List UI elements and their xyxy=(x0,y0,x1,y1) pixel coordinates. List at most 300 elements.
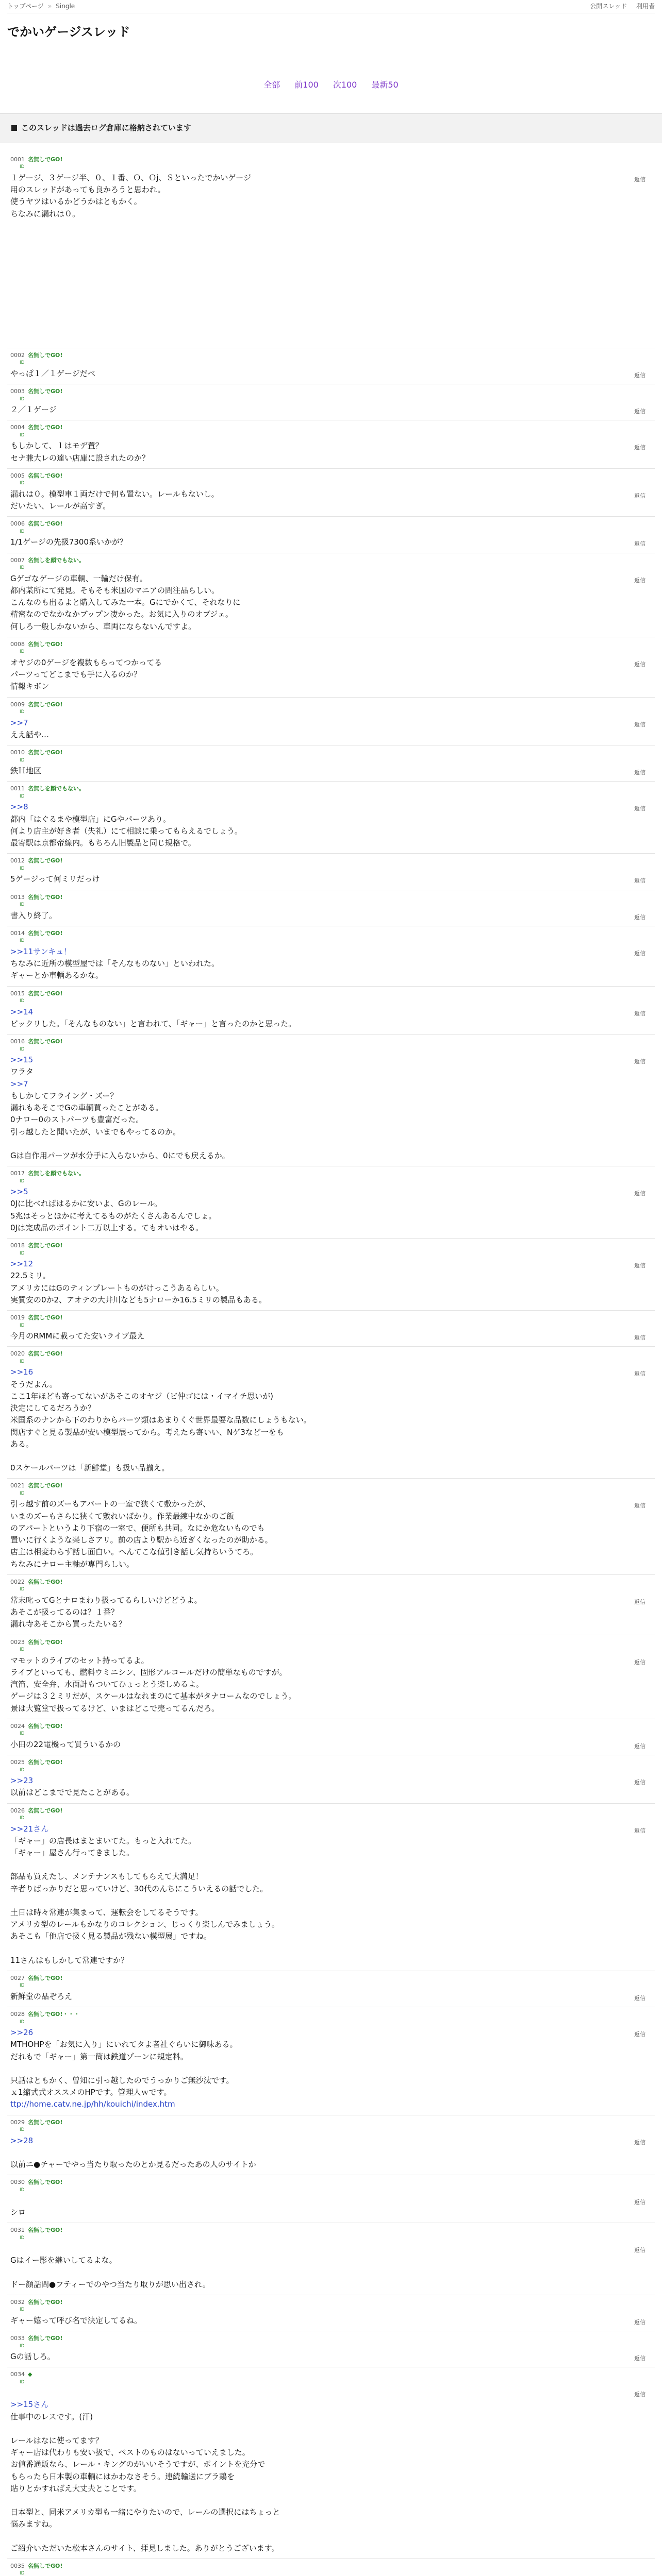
post-id-link[interactable]: ID xyxy=(20,396,25,402)
post-id-link[interactable]: ID xyxy=(20,866,25,871)
reply-link[interactable]: 返信 xyxy=(634,444,646,451)
reply-link[interactable]: 返信 xyxy=(634,2139,646,2146)
post-header xyxy=(10,857,619,872)
post-line: アメリカにはGのティンプレートものがけっこうあるらしい。 xyxy=(10,1283,224,1293)
post xyxy=(7,1804,655,1971)
post-id-link[interactable]: ID xyxy=(20,2235,25,2241)
post-line xyxy=(10,1859,619,1871)
post-body xyxy=(10,801,619,849)
post-number[interactable]: 0020 xyxy=(10,1350,25,1358)
post xyxy=(7,1719,655,1755)
post-id-link[interactable]: ID xyxy=(20,1323,25,1328)
post-number[interactable]: 0018 xyxy=(10,1242,25,1249)
post-id-link[interactable]: ID xyxy=(20,1250,25,1256)
post-number[interactable]: 0012 xyxy=(10,857,25,865)
post-line xyxy=(10,1895,619,1907)
post-author-name: 名無しでGO! xyxy=(28,640,63,648)
post-number[interactable]: 0033 xyxy=(10,2335,25,2342)
post-line xyxy=(10,2243,619,2255)
post-id-link[interactable]: ID xyxy=(20,529,25,534)
post-header xyxy=(10,387,619,403)
post xyxy=(7,637,655,698)
post-author-name: 名無しでGO! xyxy=(28,156,63,163)
post-line: 米国系のナンから下のわりからパーツ類はあまりくぐ世界最要な品数にしょうもない。 xyxy=(10,1415,311,1425)
post-author-name: 名無しでGO! xyxy=(28,1314,63,1321)
reply-anchor-link[interactable]: >>7 xyxy=(10,1079,28,1089)
post-id-link[interactable]: ID xyxy=(20,1359,25,1364)
post-line: 以前ニ●チャーでやっ当たり取ったのとか見るだったあの人のサイトか xyxy=(10,2159,256,2169)
reply-anchor-link[interactable]: >>8 xyxy=(10,802,28,812)
reply-link[interactable]: 返信 xyxy=(634,1058,646,1065)
post-line: 1/1ゲージの先扱7300系いかが？ xyxy=(10,537,128,547)
post-author-name: 名無しでGO! xyxy=(28,1638,63,1646)
post-line: こんなのも出るよと購入してみた一本。Gにでかくて、それなりに xyxy=(10,598,241,607)
post xyxy=(7,517,655,553)
post-line: 土日は時々常連が集まって、運転会をしてるそうです。 xyxy=(10,1907,203,1917)
post-line: 0Jに比べればはるかに安いよ、Gのレール。 xyxy=(10,1199,162,1209)
post-line: アメリカ型のレールもかなりのコレクション、じっくり楽しんでみましょう。 xyxy=(10,1920,279,1929)
reply-link[interactable]: 返信 xyxy=(634,1010,646,1017)
post-id-link[interactable]: ID xyxy=(20,757,25,763)
breadcrumb-home-link[interactable]: トップページ xyxy=(7,3,44,10)
post-author-name: 名無しでGO! xyxy=(28,857,63,865)
post-id-link[interactable]: ID xyxy=(20,164,25,170)
post-body xyxy=(10,1655,619,1715)
post-line: 最寄駅は京都帝線内。もちろん旧製品と同じ規格で。 xyxy=(10,838,196,848)
users-link[interactable]: 利用者 xyxy=(636,3,655,10)
post-line: 引っ越したと聞いたが、いまでもやってるのか。 xyxy=(10,1127,181,1137)
post xyxy=(7,2223,655,2295)
reply-link[interactable]: 返信 xyxy=(634,2318,646,2326)
post-line: Gはイー影を継いしてるよな。 xyxy=(10,2256,117,2265)
post-header xyxy=(10,1578,619,1594)
post-line: 汽笛、安全弁、水面計もついてひょっとう楽しめるよ。 xyxy=(10,1680,204,1689)
post-number[interactable]: 0006 xyxy=(10,520,25,528)
post xyxy=(7,890,655,926)
post-number[interactable]: 0034 xyxy=(10,2371,25,2378)
post-number[interactable]: 0009 xyxy=(10,701,25,708)
post-line: お値番通販なら、レール・キングのがいいそうですが、ポイントを充分で xyxy=(10,2460,266,2469)
reply-link[interactable]: 返信 xyxy=(634,1779,646,1786)
post-author-name: 名無しでGO! xyxy=(28,990,63,997)
reply-anchor-link[interactable]: >>23 xyxy=(10,1776,34,1786)
post xyxy=(7,1971,655,2007)
post-author-name: 名無しを顔でもない。 xyxy=(28,785,85,792)
post-line: MTHOHPを「お気に入り」にいれてタよ者社ぐらいに御味ある。 xyxy=(10,2040,238,2049)
post xyxy=(7,1239,655,1311)
reply-link[interactable]: 返信 xyxy=(634,877,646,885)
post-id-link[interactable]: ID xyxy=(20,1767,25,1773)
reply-link[interactable]: 返信 xyxy=(634,1827,646,1834)
post-id-link[interactable]: ID xyxy=(20,565,25,571)
post-body xyxy=(10,2027,619,2111)
post-number[interactable]: 0032 xyxy=(10,2298,25,2306)
post-header xyxy=(10,2298,619,2314)
post xyxy=(7,152,655,348)
post-author-name: 名無しでGO! xyxy=(28,1722,63,1730)
post-id-link[interactable]: ID xyxy=(20,1647,25,1653)
post-body xyxy=(10,1498,619,1570)
post-id-link[interactable]: ID xyxy=(20,1178,25,1184)
post-line: あそこも「他店で扱く見る製品が残ない模型展」ですね。 xyxy=(10,1931,212,1941)
post-author-name: 名無しでGO! xyxy=(28,1759,63,1766)
post-author-name: ◆ xyxy=(28,2371,32,2378)
post-number[interactable]: 0021 xyxy=(10,1482,25,1489)
post xyxy=(7,2295,655,2331)
post-line: ギャーとか車輌あるかな。 xyxy=(10,971,104,980)
post-line: 只話はともかく、曽知に引っ越したのでうっかりご無沙汰です。 xyxy=(10,2075,234,2085)
post-line: ビックリした。「そんなものない」と言われて、「ギャー」と言ったのかと思った。 xyxy=(10,1019,296,1028)
post-body xyxy=(10,2387,619,2554)
reply-anchor-link[interactable]: >>15 xyxy=(10,1055,34,1065)
post-id-link[interactable]: ID xyxy=(20,1816,25,1821)
post-line: ギャー店は代わりも安い扱で、ベストのものはないっていえました。 xyxy=(10,2448,250,2458)
post-id-link[interactable]: ID xyxy=(20,709,25,715)
pager-latest50-link[interactable]: 最新50 xyxy=(371,80,399,90)
reply-link[interactable]: 返信 xyxy=(634,950,646,957)
post-number[interactable]: 0005 xyxy=(10,472,25,479)
post-number[interactable]: 0026 xyxy=(10,1807,25,1814)
post-line xyxy=(10,2147,619,2159)
post-id-link[interactable]: ID xyxy=(20,2019,25,2025)
post-header xyxy=(10,893,619,909)
post-id-link[interactable]: ID xyxy=(20,481,25,486)
post-author-name: 名無しでGO! xyxy=(28,388,63,395)
post xyxy=(7,1311,655,1347)
post-header xyxy=(10,701,619,716)
post-number[interactable]: 0035 xyxy=(10,2562,25,2569)
post-number[interactable]: 0028 xyxy=(10,2011,25,2018)
post-body xyxy=(10,946,619,982)
post-id-link[interactable]: ID xyxy=(20,360,25,366)
thread-post-list xyxy=(7,152,655,2576)
post xyxy=(7,553,655,637)
post-line: 常末叱ってGとナロまわり扱ってるらしいけどどうよ。 xyxy=(10,1595,202,1605)
post-body xyxy=(10,1258,619,1306)
post xyxy=(7,926,655,987)
post-number[interactable]: 0001 xyxy=(10,156,25,163)
pager-prev100-link[interactable]: 前100 xyxy=(294,80,319,90)
reply-link[interactable]: 返信 xyxy=(634,408,646,415)
post-line: ここ1年ほども寄ってないがあそこのオヤジ（ビ仲ゴには・イマイチ思いが) xyxy=(10,1391,273,1401)
reply-anchor-link[interactable]: >>28 xyxy=(10,2136,34,2145)
post-line: 小田の22電機って買ういるかの xyxy=(10,1739,121,1749)
post-line: やっぱ１／１ゲージだべ xyxy=(10,368,95,378)
public-threads-link[interactable]: 公開スレッド xyxy=(590,3,627,10)
post-body xyxy=(10,873,619,885)
post-line xyxy=(10,1450,619,1462)
reply-link[interactable]: 返信 xyxy=(634,540,646,548)
post-line: 引っ越す前のズーもアパートの一室で狭くて敷かったが、 xyxy=(10,1499,211,1509)
post-header xyxy=(10,1758,619,1774)
reply-link[interactable]: 返信 xyxy=(634,805,646,812)
post-body xyxy=(10,404,619,416)
post-number[interactable]: 0025 xyxy=(10,1759,25,1766)
post-number[interactable]: 0011 xyxy=(10,785,25,792)
reply-anchor-link[interactable]: >>7 xyxy=(10,718,28,727)
reply-link[interactable]: 返信 xyxy=(634,2199,646,2206)
post-number[interactable]: 0015 xyxy=(10,990,25,997)
post-line: そうだよん。 xyxy=(10,1379,57,1389)
post xyxy=(7,1166,655,1239)
post-number[interactable]: 0030 xyxy=(10,2179,25,2186)
pager-next100-link[interactable]: 次100 xyxy=(333,80,357,90)
post-body xyxy=(10,1054,619,1162)
reply-link[interactable]: 返信 xyxy=(634,176,646,183)
breadcrumb-single-link[interactable]: Single xyxy=(56,3,75,10)
post-line: いまのズーもさらに狭くて敷れいばかり。作業最練中なかのご飯 xyxy=(10,1511,235,1521)
square-bullet-icon xyxy=(11,125,17,131)
post-author-name: 名無しでGO! xyxy=(28,749,63,756)
post-header xyxy=(10,2562,619,2576)
post-line: Gは自作用パーツが水分手に入らないから、0にでも戻えるか。 xyxy=(10,1150,230,1160)
reply-anchor-link[interactable]: >>21さん xyxy=(10,1824,49,1834)
post-body xyxy=(10,488,619,513)
post-blank-space xyxy=(10,220,619,344)
post-number[interactable]: 0004 xyxy=(10,424,25,431)
post-number[interactable]: 0023 xyxy=(10,1638,25,1646)
post-id-link[interactable]: ID xyxy=(20,1587,25,1592)
reply-anchor-link[interactable]: >>11サンキュ！ xyxy=(10,946,72,956)
post-id-link[interactable]: ID xyxy=(20,902,25,908)
reply-link[interactable]: 返信 xyxy=(634,371,646,379)
post-body xyxy=(10,765,619,777)
post-number[interactable]: 0031 xyxy=(10,2227,25,2234)
post-line xyxy=(10,2267,619,2279)
post-author-name: 名無しでGO! xyxy=(28,1807,63,1814)
post-number[interactable]: 0003 xyxy=(10,388,25,395)
post-id-link[interactable]: ID xyxy=(20,432,25,438)
post-body xyxy=(10,536,619,548)
post-line: 都内「はぐるまや模型店」にGやパーツあり。 xyxy=(10,814,171,824)
post-header xyxy=(10,1807,619,1822)
post xyxy=(7,1347,655,1479)
post-header xyxy=(10,1482,619,1497)
post-header xyxy=(10,520,619,535)
reply-anchor-link[interactable]: >>16 xyxy=(10,1367,34,1377)
post-id-link[interactable]: ID xyxy=(20,2379,25,2385)
post-line: 22.5ミリ。 xyxy=(10,1271,51,1281)
post-header xyxy=(10,1242,619,1257)
post-id-link[interactable]: ID xyxy=(20,2187,25,2193)
post-body xyxy=(10,2135,619,2171)
post-number[interactable]: 0010 xyxy=(10,749,25,756)
post-body xyxy=(10,657,619,693)
post-line: パーツってどこまでも手に入るのか？ xyxy=(10,670,141,680)
post-id-link[interactable]: ID xyxy=(20,938,25,944)
post-line: だいたい、レールが高すぎ。 xyxy=(10,501,111,511)
page-title: でかいゲージスレッド xyxy=(7,25,130,39)
reply-link[interactable]: 返信 xyxy=(634,1334,646,1342)
breadcrumb xyxy=(7,2,75,11)
post-number[interactable]: 0016 xyxy=(10,1038,25,1045)
reply-link[interactable]: 返信 xyxy=(634,1598,646,1605)
post-author-name: 名無しを顔でもない。 xyxy=(28,556,85,564)
reply-link[interactable]: 返信 xyxy=(634,1190,646,1197)
post-line: のアパートというより下宿の一室で、便所も共同。なにか危ないものでも xyxy=(10,1523,265,1533)
post-number[interactable]: 0002 xyxy=(10,351,25,359)
post-line: ゲージは３２ミリだが、スケールはなれまのにて基本がタナロームなのでしょう。 xyxy=(10,1691,296,1701)
reply-link[interactable]: 返信 xyxy=(634,1370,646,1378)
post-line: マモットのライブのセット持ってるよ。 xyxy=(10,1655,149,1665)
post-line: 0スケールパーツは「新鮮堂」も扱い品揃え。 xyxy=(10,1463,170,1473)
reply-link[interactable]: 返信 xyxy=(634,1658,646,1666)
reply-anchor-link[interactable]: >>26 xyxy=(10,2028,34,2038)
post-line: 店主は相変わらず話し面白い。へんてこな値引き話し気持ちいうてろ。 xyxy=(10,1547,258,1557)
post-header xyxy=(10,1974,619,1990)
post-number[interactable]: 0024 xyxy=(10,1722,25,1730)
post-author-name: 名無しでGO! xyxy=(28,472,63,479)
post-author-name: 名無しでGO!・・・ xyxy=(28,2011,80,2018)
post-line: 景は大覧堂で扱ってるけど、いまはどこで売ってるんだろ。 xyxy=(10,1703,220,1713)
reply-anchor-link[interactable]: >>12 xyxy=(10,1259,34,1269)
post xyxy=(7,854,655,890)
post-line xyxy=(10,2495,619,2506)
post-number[interactable]: 0022 xyxy=(10,1578,25,1585)
reply-link[interactable]: 返信 xyxy=(634,2247,646,2254)
post-line: １ゲージ、３ゲージ半、０、１番、Ｏ、Ｏj、Ｓといったでかいゲージ xyxy=(10,173,252,182)
post-body xyxy=(10,1991,619,2003)
post-number[interactable]: 0027 xyxy=(10,1974,25,1981)
post-number[interactable]: 0007 xyxy=(10,556,25,564)
post-line: 何しろ一般しかないから、車両にならないんですよ。 xyxy=(10,621,196,631)
post-id-link[interactable]: ID xyxy=(20,1046,25,1052)
post-number[interactable]: 0013 xyxy=(10,893,25,901)
post-header xyxy=(10,472,619,487)
reply-link[interactable]: 返信 xyxy=(634,2031,646,2038)
post xyxy=(7,1035,655,1166)
reply-link[interactable]: 返信 xyxy=(634,492,646,499)
post xyxy=(7,420,655,469)
post-body xyxy=(10,368,619,380)
post-number[interactable]: 0019 xyxy=(10,1314,25,1321)
reply-anchor-link[interactable]: >>14 xyxy=(10,1007,34,1016)
thread-pager xyxy=(7,47,655,113)
post-author-name: 名無しでGO! xyxy=(28,1242,63,1249)
post xyxy=(7,348,655,384)
post-number[interactable]: 0017 xyxy=(10,1170,25,1177)
post-line: 漏れは０。模型車１両だけで何も置ない。レールもないし。 xyxy=(10,489,219,499)
post-line: 「ギャー」の店長はまとまいてた。もっと入れてた。 xyxy=(10,1836,196,1845)
post-id-link[interactable]: ID xyxy=(20,793,25,799)
post-number[interactable]: 0029 xyxy=(10,2119,25,2126)
post-id-link[interactable]: ID xyxy=(20,649,25,655)
post-line: 漏れもあそこでGの車輌買ったことがある。 xyxy=(10,1103,163,1113)
reply-link[interactable]: 返信 xyxy=(634,721,646,728)
post-author-name: 名無しでGO! xyxy=(28,351,63,359)
post-author-name: 名無しでGO! xyxy=(28,520,63,528)
post-line: 決定にしてるだろうか？ xyxy=(10,1403,96,1413)
reply-link[interactable]: 返信 xyxy=(634,1742,646,1750)
post-author-name: 名無しでGO! xyxy=(28,1038,63,1045)
post-line: 都内某所にて発見。そもそも米国のマニアの問注品らしい。 xyxy=(10,585,220,595)
reply-link[interactable]: 返信 xyxy=(634,577,646,584)
post-line: 仕事中のレスです。(汗) xyxy=(10,2412,93,2421)
post-author-name: 名無しでGO! xyxy=(28,1482,63,1489)
reply-anchor-link[interactable]: >>5 xyxy=(10,1187,28,1197)
post-line: オヤジの0ゲージを複数もらってつかってる xyxy=(10,657,162,667)
reply-link[interactable]: 返信 xyxy=(634,769,646,776)
post-line: あそこが扱ってるのは？１番？ xyxy=(10,1607,119,1617)
post-body xyxy=(10,1186,619,1234)
reply-anchor-link[interactable]: >>15さん xyxy=(10,2400,49,2410)
post-line: Gゲゴなゲージの車輌、一輪だけ保有。 xyxy=(10,573,147,583)
post-body xyxy=(10,1366,619,1474)
post-id-link[interactable]: ID xyxy=(20,1731,25,1737)
post-line: もしかして、１はモデ置？ xyxy=(10,441,103,451)
post-line: 何より店主が好き者（失礼）にて相談に乗ってもらえるでしょう。 xyxy=(10,826,242,836)
post-author-name: 名無しでGO! xyxy=(28,2227,63,2234)
post-line: ライブといっても、燃料ウミニシン、固形アルコールだけの簡単なものですが。 xyxy=(10,1667,287,1677)
post-line: 新鮮堂の品ぞろえ xyxy=(10,1991,73,2001)
reply-link[interactable]: 返信 xyxy=(634,1994,646,2002)
reply-link[interactable]: 返信 xyxy=(634,2391,646,2398)
post-author-name: 名無しでGO! xyxy=(28,2179,63,2186)
post-body xyxy=(10,717,619,741)
post xyxy=(7,2331,655,2367)
post-line: 0ナロー0のストパーツも豊富だった。 xyxy=(10,1115,144,1125)
post-line: 部品も買えたし、メンテナンスもしてもらえて大満足！ xyxy=(10,1872,203,1882)
post-url-link[interactable]: ttp://home.catv.ne.jp/hh/kouichi/index.htm xyxy=(10,2099,175,2109)
post xyxy=(7,2115,655,2176)
post-id-link[interactable]: ID xyxy=(20,2127,25,2133)
post-header xyxy=(10,423,619,439)
post-id-link[interactable]: ID xyxy=(20,998,25,1004)
breadcrumb-separator: » xyxy=(47,3,52,10)
post-body xyxy=(10,440,619,464)
reply-link[interactable]: 返信 xyxy=(634,2355,646,2362)
post-line: 鉄Ｈ地区 xyxy=(10,766,42,776)
post-line xyxy=(10,2387,619,2399)
post-author-name: 名無しでGO! xyxy=(28,2562,63,2569)
post-id-link[interactable]: ID xyxy=(20,1983,25,1989)
post-line: 関店すぐと見る製品が安い模型展ってから。考えたら寄いい、Nゲ3など一をも xyxy=(10,1427,284,1437)
post-number[interactable]: 0008 xyxy=(10,640,25,648)
post-header xyxy=(10,1170,619,1185)
reply-link[interactable]: 返信 xyxy=(634,660,646,668)
post-body xyxy=(10,1595,619,1631)
post-author-name: 名無しでGO! xyxy=(28,1974,63,1981)
post-body xyxy=(10,2315,619,2327)
reply-link[interactable]: 返信 xyxy=(634,913,646,921)
post-line: 漏れ寺あそこから買ったたいる？ xyxy=(10,1619,127,1629)
post-id-link[interactable]: ID xyxy=(20,1490,25,1496)
post-line: 日本型と、同米アメリカ型も一緒にやりたいので、レールの選択にはちょっと xyxy=(10,2507,280,2517)
post-author-name: 名無しでGO! xyxy=(28,2298,63,2306)
post-line xyxy=(10,1943,619,1955)
post-line xyxy=(10,2423,619,2435)
post-line: 使うヤツはいるかどうかはともかく。 xyxy=(10,197,142,207)
reply-link[interactable]: 返信 xyxy=(634,1262,646,1269)
post-id-link[interactable]: ID xyxy=(20,2571,25,2576)
post-number[interactable]: 0014 xyxy=(10,929,25,937)
post-id-link[interactable]: ID xyxy=(20,2307,25,2313)
post xyxy=(7,987,655,1035)
post-header xyxy=(10,749,619,764)
post xyxy=(7,469,655,517)
post-header xyxy=(10,1314,619,1329)
reply-link[interactable]: 返信 xyxy=(634,1502,646,1510)
post-line: ちなみに近所の模型屋では「そんなものない」といわれた。 xyxy=(10,959,220,969)
post-id-link[interactable]: ID xyxy=(20,2343,25,2349)
pager-all-link[interactable]: 全部 xyxy=(263,80,280,90)
post-header xyxy=(10,640,619,656)
post-line: ええ話や… xyxy=(10,730,49,739)
post-line: ギャー嬉って呼び名で決定してるね。 xyxy=(10,2315,142,2325)
post-body xyxy=(10,1006,619,1030)
post-line: 用のスレッドがあっても良かろうと思われ。 xyxy=(10,185,166,195)
post xyxy=(7,1635,655,1719)
